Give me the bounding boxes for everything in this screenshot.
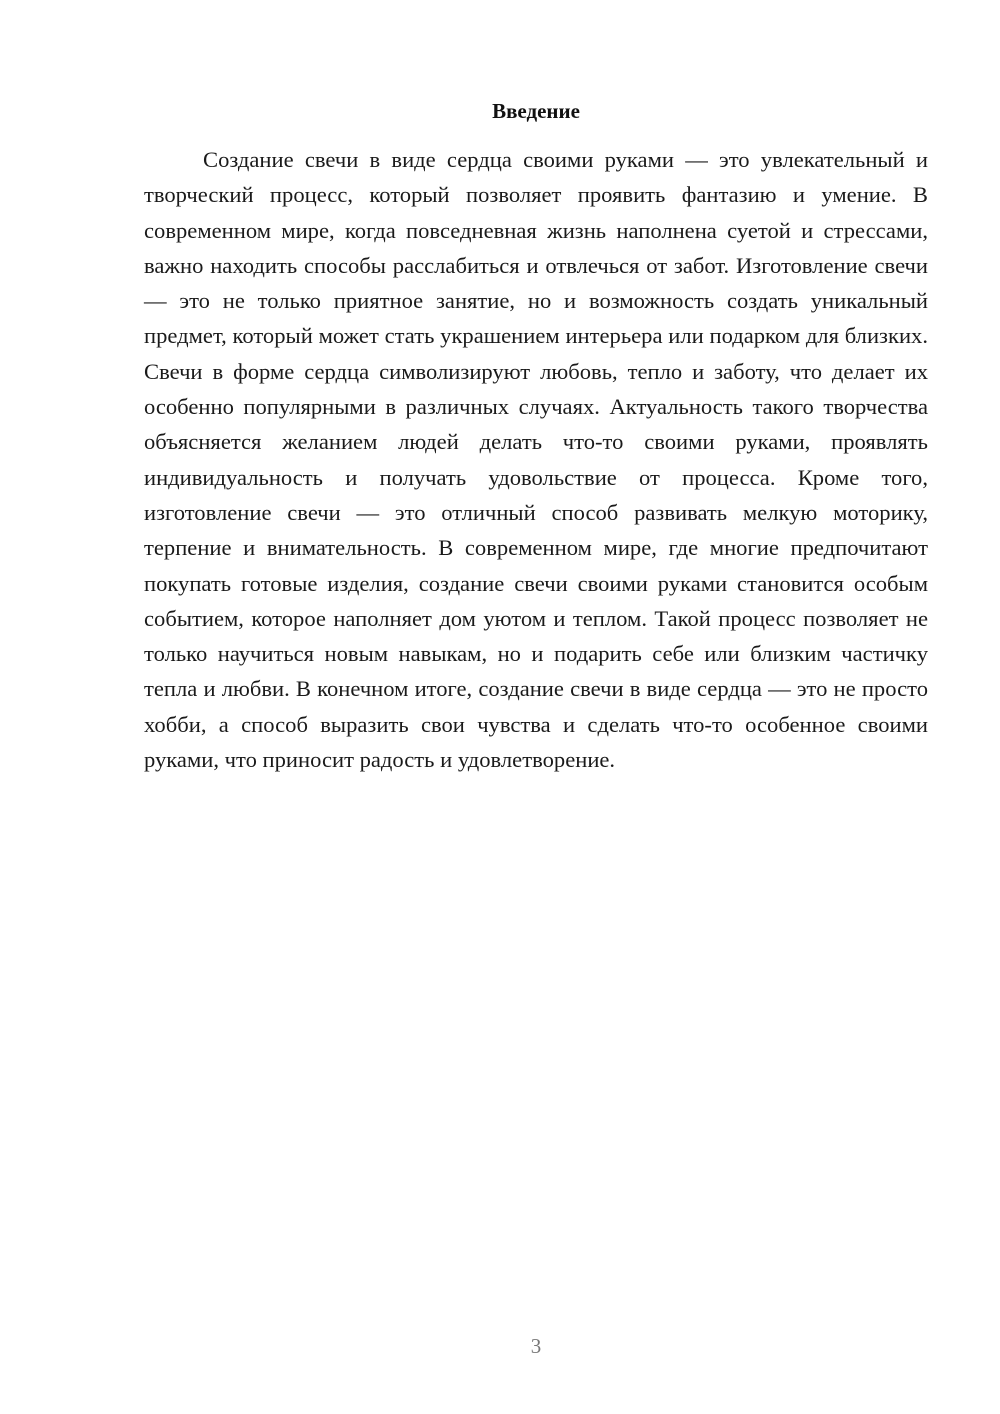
page-number: 3: [530, 1334, 542, 1358]
body-paragraph: Создание свечи в виде сердца своими руками — это увлекательный и творческий процесс, который позволяет проявить фантазию и умение. В современном мире, когда повседневная жизнь наполнена суетой и стрессами, важно находить способы расслабиться и отвлечься от забот. Изготовление свечи — это не только приятное занятие, но и возможность создать уникальный предмет, который может стать украшением интерьера или подарком для близких. Свечи в форме сердца символизируют любовь, тепло и заботу, что делает их особенно популярными в различных случаях. Актуальность такого творчества объясняется желанием людей делать что-то своими руками, проявлять индивидуальность и получать удовольствие от процесса. Кроме того, изготовление свечи — это отличный способ развивать мелкую моторику, терпение и внимательность. В современном мире, где многие предпочитают покупать готовые изделия, создание свечи своими руками становится особым событием, которое наполняет дом уютом и теплом. Такой процесс позволяет не только научиться новым навыкам, но и подарить себе или близким частичку тепла и любви. В конечном итоге, создание свечи в виде сердца — это не просто хобби, а способ выразить свои чувства и сделать что-то особенное своими руками, что приносит радость и удовлетворение.: [144, 147, 928, 773]
section-heading: Введение: [492, 99, 580, 123]
